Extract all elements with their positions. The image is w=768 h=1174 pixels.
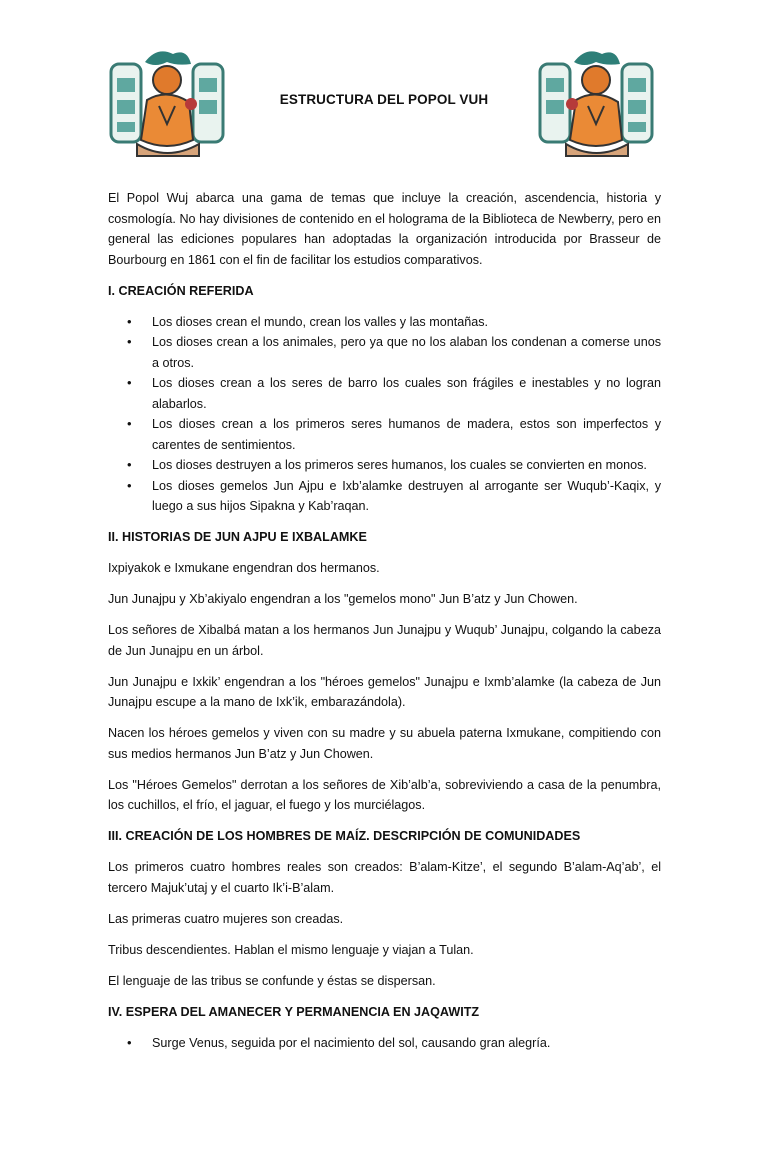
list-item: • Los dioses gemelos Jun Ajpu e Ixb’alamke destruyen al arrogante ser Wuqub’-Kaqix, y luego a sus hijos Sipakna y Kab’raqan. [108,476,661,517]
list-item: • Los dioses crean a los seres de barro los cuales son frágiles e inestables y no logran alabarlos. [108,373,661,414]
document-body [108,188,661,1064]
paragraph: Los primeros cuatro hombres reales son creados: B’alam-Kitze’, el segundo B’alam-Aq’ab’, el tercero Majuk’utaj y el cuarto Ik’i-B’alam. [108,860,661,895]
bullet-list [108,1033,661,1054]
section-heading: III. CREACIÓN DE LOS HOMBRES DE MAÍZ. DESCRIPCIÓN DE COMUNIDADES [108,829,581,843]
section-heading: II. HISTORIAS DE JUN AJPU E IXBALAMKE [108,530,367,544]
bullet-list [108,312,661,517]
paragraph: Nacen los héroes gemelos y viven con su madre y su abuela paterna Ixmukane, compitiendo con sus medios hermanos Jun B’atz y Jun Chowen. [108,726,661,761]
page-title: ESTRUCTURA DEL POPOL VUH [279,92,489,107]
paragraph: Los "Héroes Gemelos" derrotan a los señores de Xib’alb’a, sobreviviendo a casa de la penumbra, los cuchillos, el frío, el jaguar, el fuego y los murciélagos. [108,777,661,812]
intro-paragraph: El Popol Wuj abarca una gama de temas que incluye la creación, ascendencia, historia y cosmología. No hay divisiones de contenido en el holograma de la Biblioteca de Newberry, pero en general las ediciones populares han adoptadas la organización introducida por Brasseur de Bourbourg en 1861 con el fin de facilitar los estudios comparativos. [108,191,661,267]
list-item: • Los dioses destruyen a los primeros seres humanos, los cuales se convierten en monos. [108,455,661,476]
section-heading: IV. ESPERA DEL AMANECER Y PERMANENCIA EN JAQAWITZ [108,1004,480,1019]
list-item: • Los dioses crean el mundo, crean los valles y las montañas. [108,312,661,333]
paragraph: Los señores de Xibalbá matan a los hermanos Jun Junajpu y Wuqub’ Junajpu, colgando la cabeza de Jun Junajpu en un árbol. [108,623,661,658]
list-item: • Los dioses crean a los animales, pero ya que no los alaban los condenan a comerse unos a otros. [108,332,661,373]
paragraph: Jun Junajpu e Ixkik’ engendran a los "héroes gemelos" Junajpu e Ixmb’alamke (la cabeza de Jun Junajpu escupe a la mano de Ixk’ik, embarazándola). [108,674,661,709]
section-heading: I. CREACIÓN REFERIDA [108,283,254,298]
paragraph: Tribus descendientes. Hablan el mismo lenguaje y viajan a Tulan. [108,942,474,957]
paragraph: El lenguaje de las tribus se confunde y éstas se dispersan. [108,973,436,988]
paragraph: Las primeras cuatro mujeres son creadas. [108,911,344,926]
list-item: • Los dioses crean a los primeros seres humanos de madera, estos son imperfectos y carentes de sentimientos. [108,414,661,455]
paragraph: Ixpiyakok e Ixmukane engendran dos hermanos. [108,561,380,575]
list-item: • Surge Venus, seguida por el nacimiento del sol, causando gran alegría. [108,1033,661,1054]
paragraph: Jun Junajpu y Xb’akiyalo engendran a los "gemelos mono" Jun B’atz y Jun Chowen. [108,592,578,606]
